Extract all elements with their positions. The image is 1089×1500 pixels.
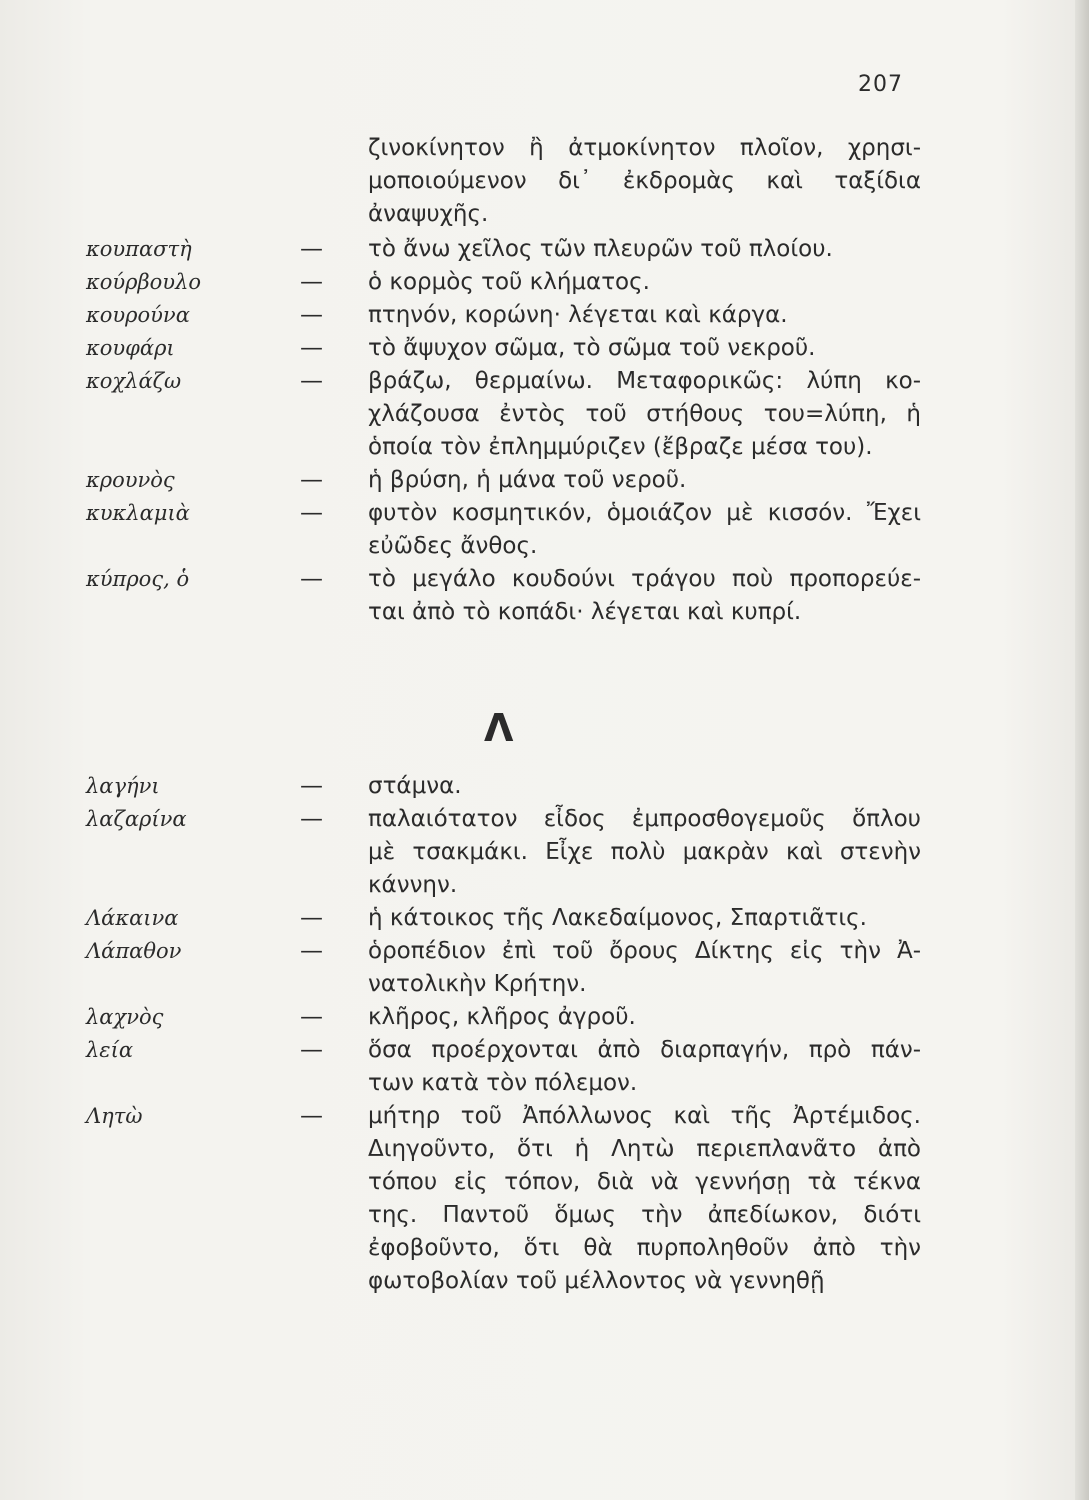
entry-headword: κουφάρι (86, 336, 175, 360)
definition-line: ἐφοβοῦντο, ὅτι θὰ πυρποληθοῦν ἀπὸ τὴν (368, 1235, 921, 1261)
definition-line: ὁποία τὸν ἐπλημμύριζεν (ἔβραζε μέσα του). (368, 434, 873, 460)
definition-line: κλῆρος, κλῆρος ἀγροῦ. (368, 1004, 636, 1030)
entry-dash: — (300, 269, 323, 295)
entry-dash: — (300, 938, 323, 964)
entry-definition (368, 299, 921, 332)
entry-definition (368, 1034, 921, 1100)
entry-headword: λαζαρίνα (86, 807, 187, 831)
entry-dash: — (300, 1037, 323, 1063)
definition-line: τὸ ἄνω χεῖλος τῶν πλευρῶν τοῦ πλοίου. (368, 236, 833, 262)
page-spine-edge (1075, 0, 1089, 1500)
page-number: 207 (858, 72, 903, 97)
entry-headword: Λητὼ (86, 1104, 143, 1128)
entry-definition (368, 266, 921, 299)
entry-headword: κρουνὸς (86, 468, 175, 492)
entry-dash: — (300, 1103, 323, 1129)
entry-dash: — (300, 905, 323, 931)
section-letter: Λ (484, 706, 514, 750)
definition-line: ἀναψυχῆς. (368, 201, 489, 227)
entry-definition (368, 464, 921, 497)
entry-definition (368, 803, 921, 902)
definition-line: ἡ κάτοικος τῆς Λακεδαίμονος, Σπαρτιᾶτις. (368, 905, 867, 931)
entry-headword: λαχνὸς (86, 1005, 164, 1029)
entry-headword: Λάπαθον (86, 939, 182, 963)
definition-line: φυτὸν κοσμητικόν, ὁμοιάζον μὲ κισσόν. Ἔχει (368, 500, 921, 526)
entry-headword: κούρβουλο (86, 270, 202, 294)
definition-line: εὐῶδες ἄνθος. (368, 533, 538, 559)
entry-headword: κουρούνα (86, 303, 190, 327)
entry-dash: — (300, 236, 323, 262)
entry-headword: λεία (86, 1038, 133, 1062)
entry-definition (368, 233, 921, 266)
definition-line: πτηνόν, κορώνη· λέγεται καὶ κάργα. (368, 302, 788, 328)
definition-line: της. Παντοῦ ὅμως τὴν ἀπεδίωκον, διότι (368, 1202, 921, 1228)
definition-line: ζινοκίνητον ἢ ἀτμοκίνητον πλοῖον, χρησι- (368, 135, 921, 161)
entry-dash: — (300, 566, 323, 592)
entry-definition (368, 770, 921, 803)
definition-line: τὸ μεγάλο κουδούνι τράγου ποὺ προπορεύε- (368, 566, 921, 592)
entry-dash: — (300, 335, 323, 361)
definition-line: νατολικὴν Κρήτην. (368, 971, 587, 997)
entry-headword: κοχλάζω (86, 369, 182, 393)
entry-headword: λαγήνι (86, 774, 160, 798)
definition-line: κάννην. (368, 872, 458, 898)
definition-line: βράζω, θερμαίνω. Μεταφορικῶς: λύπη κο- (368, 368, 921, 394)
entry-definition (368, 132, 921, 231)
definition-line: Διηγοῦντο, ὅτι ἡ Λητὼ περιεπλανᾶτο ἀπὸ (368, 1136, 921, 1162)
entry-headword: Λάκαινα (86, 906, 179, 930)
entry-dash: — (300, 773, 323, 799)
entry-definition (368, 365, 921, 464)
entry-definition (368, 935, 921, 1001)
entry-headword: κουπαστὴ (86, 237, 192, 261)
entry-definition (368, 563, 921, 629)
entry-headword: κυκλαμιὰ (86, 501, 190, 525)
definition-line: ὁ κορμὸς τοῦ κλήματος. (368, 269, 650, 295)
definition-line: μήτηρ τοῦ Ἀπόλλωνος καὶ τῆς Ἀρτέμιδος. (368, 1103, 921, 1129)
definition-line: ἡ βρύση, ἡ μάνα τοῦ νεροῦ. (368, 467, 687, 493)
definition-line: τόπου εἰς τόπον, διὰ νὰ γεννήσῃ τὰ τέκνα (368, 1169, 921, 1195)
definition-line: χλάζουσα ἐντὸς τοῦ στήθους του=λύπη, ἡ (368, 401, 921, 427)
definition-line: μὲ τσακμάκι. Εἶχε πολὺ μακρὰν καὶ στενὴν (368, 839, 921, 865)
entry-dash: — (300, 500, 323, 526)
definition-line: φωτοβολίαν τοῦ μέλλοντος νὰ γεννηθῇ (368, 1268, 825, 1294)
definition-line: παλαιότατον εἶδος ἐμπροσθογεμοῦς ὅπλου (368, 806, 921, 832)
entry-definition (368, 497, 921, 563)
entry-dash: — (300, 1004, 323, 1030)
definition-line: ὁροπέδιον ἐπὶ τοῦ ὄρους Δίκτης εἰς τὴν Ἀ- (368, 938, 921, 964)
entry-headword: κύπρος, ὁ (86, 567, 190, 591)
entry-dash: — (300, 467, 323, 493)
entry-dash: — (300, 368, 323, 394)
definition-line: των κατὰ τὸν πόλεμον. (368, 1070, 638, 1096)
entry-definition (368, 332, 921, 365)
definition-line: στάμνα. (368, 773, 462, 799)
definition-line: τὸ ἄψυχον σῶμα, τὸ σῶμα τοῦ νεκροῦ. (368, 335, 816, 361)
entry-dash: — (300, 806, 323, 832)
entry-definition (368, 902, 921, 935)
entry-definition (368, 1001, 921, 1034)
definition-line: ὅσα προέρχονται ἀπὸ διαρπαγήν, πρὸ πάν- (368, 1037, 921, 1063)
entry-dash: — (300, 302, 323, 328)
definition-line: ται ἀπὸ τὸ κοπάδι· λέγεται καὶ κυπρί. (368, 599, 802, 625)
definition-line: μοποιούμενον δι᾽ ἐκδρομὰς καὶ ταξίδια (368, 168, 921, 194)
entry-definition (368, 1100, 921, 1298)
